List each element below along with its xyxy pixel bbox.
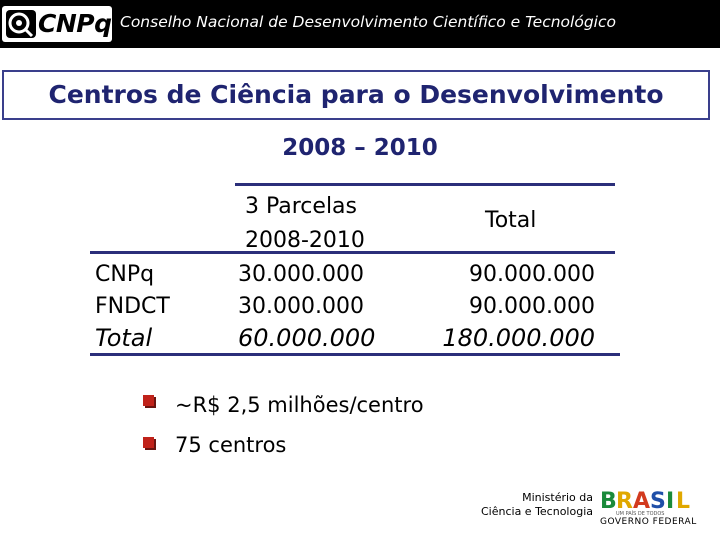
col-header-parcelas: 3 Parcelas — [245, 194, 357, 219]
bullet-text-cost: ~R$ 2,5 milhões/centro — [175, 393, 424, 417]
row-label-fndct: FNDCT — [95, 294, 170, 319]
cell-parcelas-cnpq: 30.000.000 — [238, 262, 364, 287]
cell-total-total: 180.000.000 — [442, 324, 595, 352]
cell-total-fndct: 90.000.000 — [469, 294, 595, 319]
col-header-total: Total — [485, 208, 537, 233]
header-bar — [0, 0, 720, 48]
ministry-label — [440, 491, 593, 519]
bullet-text-count: 75 centros — [175, 433, 287, 457]
bullet-marker — [143, 395, 154, 406]
cell-parcelas-total: 60.000.000 — [238, 324, 376, 352]
cnpq-emblem-icon — [5, 9, 37, 39]
org-name: Conselho Nacional de Desenvolvimento Científico e Tecnológico — [120, 13, 616, 31]
svg-text:A: A — [633, 489, 651, 514]
logo-text: CNPq — [38, 9, 112, 38]
cell-parcelas-fndct: 30.000.000 — [238, 294, 364, 319]
row-label-cnpq: CNPq — [95, 262, 155, 287]
brasil-slogan: UM PAÍS DE TODOS — [616, 511, 665, 516]
row-label-total: Total — [95, 324, 153, 352]
page-title: Centros de Ciência para o Desenvolvimento — [48, 80, 664, 109]
ministry-line-1: Ministério da — [522, 491, 593, 504]
cell-total-cnpq: 90.000.000 — [469, 262, 595, 287]
svg-text:L: L — [676, 489, 691, 514]
svg-text:R: R — [616, 489, 633, 514]
bullet-marker — [143, 437, 154, 448]
gov-label: GOVERNO FEDERAL — [600, 517, 697, 527]
col-header-years: 2008-2010 — [245, 228, 365, 253]
cnpq-logo — [2, 6, 112, 42]
svg-text:B: B — [600, 489, 617, 514]
ministry-line-2: Ciência e Tecnologia — [480, 505, 593, 518]
table-rule-top — [235, 183, 615, 186]
brasil-logo-icon — [598, 484, 698, 516]
table-rule-bottom — [90, 353, 620, 356]
title-box — [2, 70, 710, 120]
svg-text:S: S — [650, 489, 666, 514]
svg-text:I: I — [666, 489, 675, 514]
period-subtitle: 2008 – 2010 — [282, 135, 438, 161]
